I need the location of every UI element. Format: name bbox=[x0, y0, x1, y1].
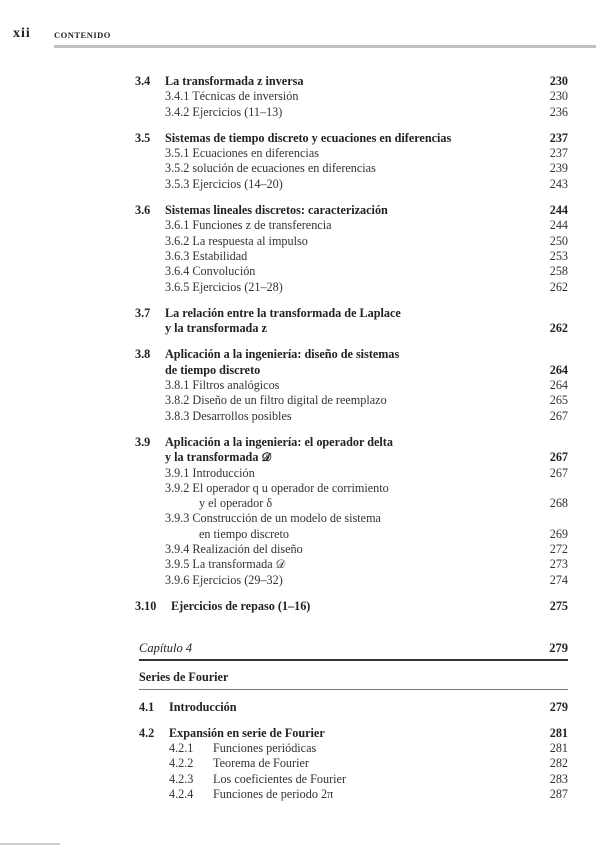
section-title-cont: y la transformada z bbox=[165, 321, 267, 336]
subsection-row bbox=[135, 393, 568, 408]
section-page: 244 bbox=[549, 203, 568, 218]
section-page: 237 bbox=[549, 130, 568, 145]
subsection-title: Funciones z de transferencia bbox=[192, 218, 332, 233]
chapter-page: 279 bbox=[549, 641, 568, 655]
running-head: CONTENIDO bbox=[54, 30, 111, 40]
subsection-title: Desarrollos posibles bbox=[192, 408, 292, 423]
section-heading bbox=[135, 347, 568, 362]
subsection-number: 4.2.3 bbox=[169, 771, 194, 786]
subsection-number: 3.9.5 bbox=[165, 557, 193, 572]
subsection-number: 3.4.2 bbox=[165, 104, 193, 119]
section-heading bbox=[135, 203, 568, 218]
section-number: 4.2 bbox=[139, 725, 155, 740]
section-number: 3.8 bbox=[135, 347, 151, 362]
subsection-row bbox=[135, 177, 568, 192]
subsection-row bbox=[135, 146, 568, 161]
toc-section bbox=[135, 131, 568, 192]
subsection-row bbox=[135, 557, 568, 572]
section-heading bbox=[139, 726, 568, 741]
subsection-title: Introducción bbox=[192, 465, 255, 480]
subsection-page: 268 bbox=[549, 496, 568, 511]
subsection-row bbox=[135, 409, 568, 424]
section-page: 281 bbox=[549, 725, 568, 740]
subsection-row bbox=[135, 249, 568, 264]
subsection-number: 3.9.6 bbox=[165, 572, 193, 587]
subsection-row bbox=[135, 105, 568, 120]
subsection-number: 3.6.5 bbox=[165, 279, 193, 294]
subsection-row bbox=[135, 161, 568, 176]
section-number: 4.1 bbox=[139, 699, 155, 714]
table-of-contents bbox=[135, 74, 568, 625]
subsection-number: 3.6.1 bbox=[165, 218, 193, 233]
subsection-title: Construcción de un modelo de sistema bbox=[192, 511, 381, 526]
subsection-number: 4.2.4 bbox=[169, 786, 194, 801]
subsection-title: Diseño de un filtro digital de reemplazo bbox=[192, 393, 387, 408]
subsection-page: 237 bbox=[549, 146, 568, 161]
subsection-row bbox=[139, 787, 568, 802]
subsection-number: 4.2.1 bbox=[169, 741, 194, 756]
toc-section bbox=[135, 435, 568, 588]
section-heading bbox=[135, 599, 568, 614]
subsection-number: 3.9.1 bbox=[165, 465, 193, 480]
section-page: 264 bbox=[549, 362, 568, 377]
section-heading-cont bbox=[135, 450, 568, 465]
section-number: 3.4 bbox=[135, 74, 151, 88]
subsection-page: 273 bbox=[549, 557, 568, 572]
section-title: La relación entre la transformada de Laplace bbox=[165, 305, 401, 320]
subsection-row bbox=[135, 378, 568, 393]
subsection-row bbox=[139, 741, 568, 756]
subsection-page: 243 bbox=[549, 176, 568, 191]
subsection-title: Funciones periódicas bbox=[213, 741, 317, 756]
subsection-title: La transformada 𝒟 bbox=[192, 557, 286, 572]
header-rule bbox=[54, 45, 596, 48]
subsection-row bbox=[135, 542, 568, 557]
subsection-row bbox=[139, 772, 568, 787]
subsection-title: La respuesta al impulso bbox=[192, 233, 308, 248]
subsection-title: solución de ecuaciones en diferencias bbox=[192, 161, 376, 176]
subsection-row bbox=[135, 573, 568, 588]
chapter-4-block bbox=[139, 640, 568, 813]
subsection-title: Teorema de Fourier bbox=[213, 756, 309, 771]
subsection-page: 267 bbox=[549, 408, 568, 423]
subsection-row bbox=[139, 756, 568, 771]
subsection-number: 3.8.3 bbox=[165, 408, 193, 423]
section-heading-cont bbox=[135, 321, 568, 336]
section-title: Aplicación a la ingeniería: diseño de sistemas bbox=[165, 347, 400, 362]
subsection-row bbox=[135, 218, 568, 233]
subsection-title: Filtros analógicos bbox=[192, 378, 280, 393]
subsection-page: 281 bbox=[549, 741, 568, 756]
subsection-title: Ejercicios (14–20) bbox=[192, 176, 283, 191]
subsection-number: 3.9.2 bbox=[165, 480, 193, 495]
subsection-page: 283 bbox=[549, 771, 568, 786]
section-title: Introducción bbox=[169, 699, 237, 714]
subsection-number: 3.9.4 bbox=[165, 542, 193, 557]
subsection-row bbox=[135, 466, 568, 481]
subsection-page: 250 bbox=[549, 233, 568, 248]
section-title-cont: de tiempo discreto bbox=[165, 362, 261, 377]
subsection-number: 3.9.3 bbox=[165, 511, 193, 526]
section-number: 3.10 bbox=[135, 598, 157, 613]
subsection-page: 267 bbox=[549, 465, 568, 480]
section-page: 267 bbox=[549, 450, 568, 465]
subtitle-rule bbox=[139, 689, 568, 690]
subsection-row bbox=[135, 481, 568, 496]
toc-section bbox=[135, 599, 568, 614]
section-heading-cont bbox=[135, 363, 568, 378]
subsection-row bbox=[135, 280, 568, 295]
subsection-title: Estabilidad bbox=[192, 248, 248, 263]
toc-section bbox=[139, 726, 568, 802]
subsection-title-cont: en tiempo discreto bbox=[199, 526, 290, 541]
subsection-title: Los coeficientes de Fourier bbox=[213, 771, 346, 786]
subsection-title: Convolución bbox=[192, 264, 256, 279]
section-title: La transformada z inversa bbox=[165, 74, 304, 88]
section-number: 3.7 bbox=[135, 305, 151, 320]
subsection-page: 236 bbox=[549, 104, 568, 119]
subsection-page: 258 bbox=[549, 264, 568, 279]
page-header bbox=[0, 0, 600, 48]
subsection-number: 4.2.2 bbox=[169, 756, 194, 771]
subsection-number: 3.6.3 bbox=[165, 248, 193, 263]
subsection-page: 282 bbox=[549, 756, 568, 771]
section-heading bbox=[135, 306, 568, 321]
subsection-page: 274 bbox=[549, 572, 568, 587]
subsection-number: 3.5.2 bbox=[165, 161, 193, 176]
bottom-rule bbox=[0, 843, 60, 845]
section-heading bbox=[139, 700, 568, 715]
section-title: Sistemas de tiempo discreto y ecuaciones en diferencias bbox=[165, 130, 452, 145]
subsection-row-cont bbox=[135, 527, 568, 542]
subsection-number: 3.5.1 bbox=[165, 146, 193, 161]
subsection-title: Ejercicios (11–13) bbox=[192, 104, 283, 119]
subsection-page: 239 bbox=[549, 161, 568, 176]
subsection-title: Ejercicios (21–28) bbox=[192, 279, 283, 294]
section-title: Aplicación a la ingeniería: el operador delta bbox=[165, 434, 393, 449]
subsection-row bbox=[135, 89, 568, 104]
subsection-number: 3.6.4 bbox=[165, 264, 193, 279]
toc-section bbox=[135, 347, 568, 423]
toc-section bbox=[135, 74, 568, 120]
section-page: 275 bbox=[549, 598, 568, 613]
subsection-title: Ecuaciones en diferencias bbox=[192, 146, 319, 161]
subsection-number: 3.4.1 bbox=[165, 89, 193, 104]
subsection-number: 3.8.2 bbox=[165, 393, 193, 408]
subsection-page: 230 bbox=[549, 89, 568, 104]
section-number: 3.5 bbox=[135, 130, 151, 145]
chapter-label: Capítulo 4 bbox=[139, 641, 193, 655]
subsection-number: 3.8.1 bbox=[165, 378, 193, 393]
subsection-page: 272 bbox=[549, 542, 568, 557]
chapter-heading bbox=[139, 640, 568, 656]
section-number: 3.9 bbox=[135, 434, 151, 449]
section-title: Ejercicios de repaso (1–16) bbox=[171, 598, 311, 613]
chapter-rule bbox=[139, 659, 568, 661]
subsection-title: Funciones de periodo 2π bbox=[213, 786, 334, 801]
page-number: xii bbox=[13, 26, 31, 41]
toc-section bbox=[135, 306, 568, 337]
section-page: 262 bbox=[549, 321, 568, 336]
section-title-cont: y la transformada 𝒟 bbox=[165, 450, 272, 465]
subsection-page: 287 bbox=[549, 786, 568, 801]
toc-section bbox=[139, 700, 568, 715]
subsection-title: Realización del diseño bbox=[192, 542, 303, 557]
subsection-title: El operador q u operador de corrimiento bbox=[192, 480, 389, 495]
section-heading bbox=[135, 435, 568, 450]
chapter-4-toc bbox=[139, 700, 568, 803]
subsection-title: Técnicas de inversión bbox=[192, 89, 299, 104]
subsection-page: 244 bbox=[549, 218, 568, 233]
section-number: 3.6 bbox=[135, 203, 151, 218]
subsection-page: 253 bbox=[549, 248, 568, 263]
subsection-row-cont bbox=[135, 496, 568, 511]
toc-section bbox=[135, 203, 568, 295]
section-page: 279 bbox=[549, 699, 568, 714]
subsection-page: 262 bbox=[549, 279, 568, 294]
chapter-subtitle: Series de Fourier bbox=[139, 669, 229, 684]
subsection-title-cont: y el operador δ bbox=[199, 496, 273, 511]
subsection-page: 269 bbox=[549, 526, 568, 541]
section-heading bbox=[135, 131, 568, 146]
subsection-row bbox=[135, 264, 568, 279]
section-heading bbox=[135, 74, 568, 89]
section-page: 230 bbox=[549, 74, 568, 88]
subsection-page: 265 bbox=[549, 393, 568, 408]
subsection-row bbox=[135, 234, 568, 249]
subsection-row bbox=[135, 511, 568, 526]
subsection-number: 3.5.3 bbox=[165, 176, 193, 191]
subsection-title: Ejercicios (29–32) bbox=[192, 572, 283, 587]
section-title: Sistemas lineales discretos: caracterización bbox=[165, 203, 388, 218]
subsection-number: 3.6.2 bbox=[165, 233, 193, 248]
section-title: Expansión en serie de Fourier bbox=[169, 725, 325, 740]
subsection-page: 264 bbox=[549, 378, 568, 393]
